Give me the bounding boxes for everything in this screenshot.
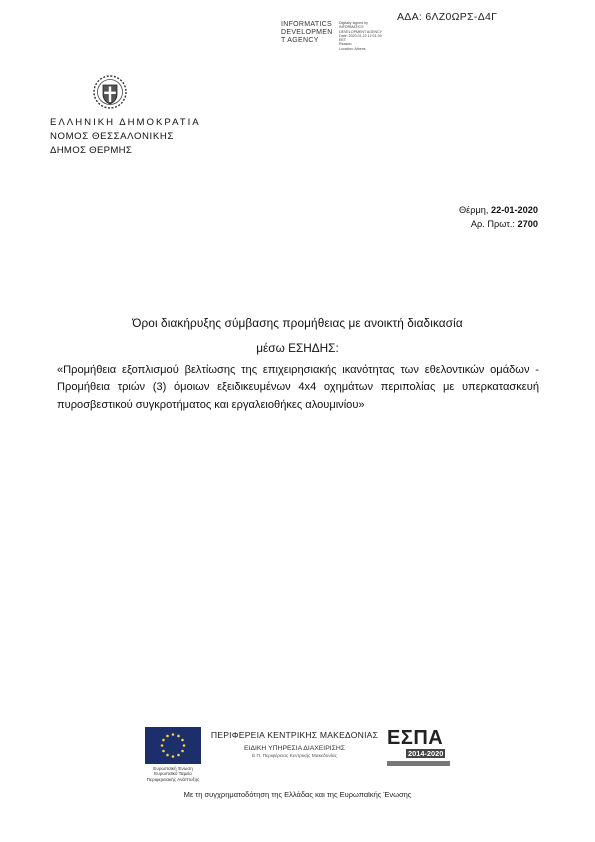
managing-authority: ΕΙΔΙΚΗ ΥΠΗΡΕΣΙΑ ΔΙΑΧΕΙΡΙΣΗΣ <box>244 745 345 752</box>
eu-star-icon <box>181 739 184 742</box>
eu-star-icon <box>177 754 180 757</box>
greek-coat-of-arms-icon <box>93 74 127 110</box>
espa-years: 2014-2020 <box>408 749 444 758</box>
eu-flag-icon <box>145 727 201 764</box>
digital-signature-stamp <box>281 21 399 49</box>
stamp-agency-line: T AGENCY <box>281 37 319 45</box>
stamp-detail-line: INFORMATICS <box>339 25 364 30</box>
eu-caption-line: Ευρωπαϊκή Ένωση <box>153 766 193 771</box>
cofinancing-note: Με τη συγχρηματοδότηση της Ελλάδας και της Ευρωπαϊκής Ένωσης <box>183 790 412 799</box>
espa-logo-icon <box>387 727 453 767</box>
eu-caption <box>140 766 206 782</box>
stamp-agency-line: INFORMATICS <box>281 21 333 28</box>
stamp-detail-line: Reason: <box>339 42 353 47</box>
eu-star-icon <box>177 735 180 738</box>
eu-star-icon <box>181 750 184 753</box>
espa-wordmark: ΕΣΠΑ <box>387 727 444 749</box>
issuer-prefecture: ΝΟΜΟΣ ΘΕΣΣΑΛΟΝΙΚΗΣ <box>50 131 174 142</box>
ada-code: ΑΔΑ: 6ΛΖ0ΩΡΣ-Δ4Γ <box>397 11 498 23</box>
stamp-detail-line: Digitally signed by <box>339 21 368 25</box>
protocol-line <box>459 217 538 231</box>
eu-star-icon <box>172 733 175 736</box>
operational-programme: Ε.Π. Περιφέρειας Κεντρικής Μακεδονίας <box>252 754 337 759</box>
espa-bar <box>387 761 450 766</box>
issuer-municipality: ΔΗΜΟΣ ΘΕΡΜΗΣ <box>50 145 133 156</box>
stamp-detail-line: Date: 2020.01.22 12:01:39 <box>339 33 382 38</box>
eu-star-icon <box>183 744 186 747</box>
stamp-details <box>339 21 382 51</box>
funding-logos <box>0 727 595 782</box>
eu-star-icon <box>172 755 175 758</box>
eu-star-icon <box>166 735 169 738</box>
protocol-number: 2700 <box>517 219 538 229</box>
document-date: 22-01-2020 <box>491 205 538 215</box>
stamp-detail-line: EET <box>339 38 346 43</box>
region-name: ΠΕΡΙΦΕΡΕΙΑ ΚΕΝΤΡΙΚΗΣ ΜΑΚΕΔΟΝΙΑΣ <box>210 730 379 740</box>
protocol-label: Αρ. Πρωτ.: <box>470 219 515 229</box>
eu-star-icon <box>162 739 165 742</box>
procurement-subject: «Προμήθεια εξοπλισμού βελτίωσης της επιχειρησιακής ικανότητας των εθελοντικών ομάδων - Προμήθεια τριών (3) όμοιων εξειδικευμένων 4x4 οχημάτων περιπολίας με υπερκατασκευή πυροσβεστικού συγκροτήματος και εργαλειοθήκες αλουμινίου» <box>57 364 539 411</box>
stamp-detail-line: Location: Athens <box>339 46 366 51</box>
issuer-country: ΕΛΛΗΝΙΚΗ ΔΗΜΟΚΡΑΤΙΑ <box>50 117 201 128</box>
stamp-detail-line: DEVELOPMENT AGENCY <box>339 29 383 34</box>
eu-star-icon <box>162 750 165 753</box>
document-date-line <box>459 203 538 217</box>
place-label: Θέρμη, <box>459 205 489 215</box>
eu-star-icon <box>161 744 164 747</box>
document-title-subline: μέσω ΕΣΗΔΗΣ: <box>256 341 339 355</box>
stamp-agency-name <box>281 21 333 46</box>
stamp-agency-line: DEVELOPMEN <box>281 29 333 37</box>
document-title: Όροι διακήρυξης σύμβασης προμήθειας με ανοικτή διαδικασία <box>132 316 463 330</box>
eu-caption-line: Περιφερειακής Ανάπτυξης <box>146 776 200 782</box>
eu-caption-line: Ευρωπαϊκό Ταμείο <box>154 771 192 777</box>
eu-star-icon <box>166 754 169 757</box>
issuer-block <box>50 116 201 158</box>
region-block <box>207 730 382 759</box>
document-meta <box>459 203 538 231</box>
